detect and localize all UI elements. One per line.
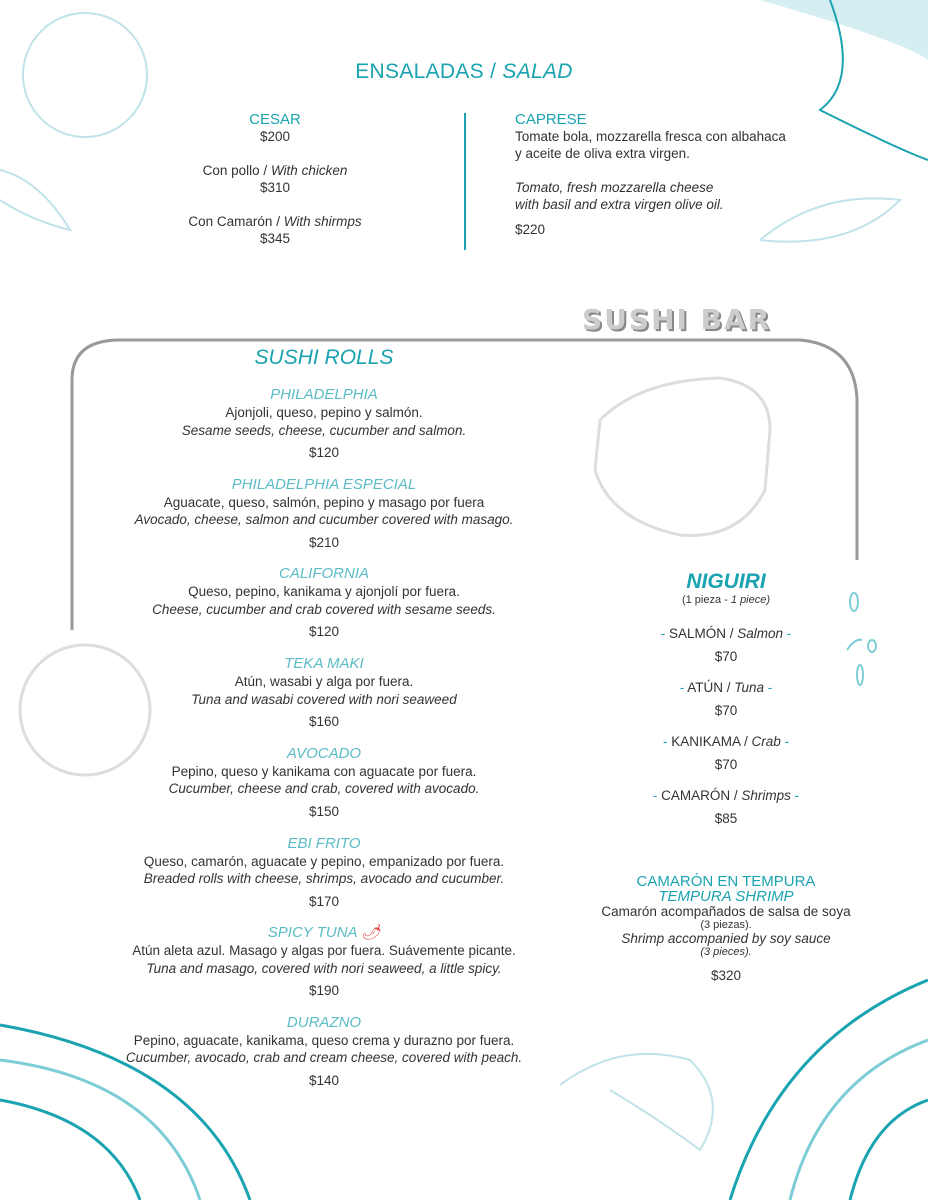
niguiri-name: ATÚN / <box>687 680 735 695</box>
chili-pepper-icon: 🌶 <box>356 924 381 942</box>
roll-desc-en: Cucumber, avocado, crab and cream cheese, covered with peach. <box>125 1050 523 1066</box>
niguiri-name: CAMARÓN / <box>661 788 742 803</box>
roll-desc-en: Cheese, cucumber and crab covered with sesame seeds. <box>152 601 496 617</box>
roll-item <box>94 475 554 550</box>
desc-en: Tomato, fresh mozzarella cheese <box>515 180 714 195</box>
niguiri-section <box>600 570 852 826</box>
roll-name: DURAZNO <box>286 1013 362 1031</box>
roll-price: $210 <box>308 534 340 550</box>
desc-es: Camarón acompañados de salsa de soya <box>601 904 851 919</box>
desc-en: with basil and extra virgen olive oil. <box>515 197 724 212</box>
shrimp-sketch-icon <box>560 1054 713 1150</box>
sushi-bar-title: SUSHI BAR <box>582 303 772 336</box>
desc-es: y aceite de oliva extra virgen. <box>515 146 690 161</box>
roll-item <box>94 1013 554 1088</box>
roll-price: $140 <box>308 1072 340 1088</box>
niguiri-item: - SALMÓN / Salmon - $70 <box>600 626 852 664</box>
sushi-rolls-title: SUSHI ROLLS <box>254 346 394 369</box>
title-es: ENSALADAS / <box>355 60 503 83</box>
roll-name: PHILADELPHIA <box>270 386 378 403</box>
roll-desc-es: Aguacate, queso, salmón, pepino y masago por fuera <box>163 494 485 510</box>
cesar-item <box>175 111 375 247</box>
niguiri-title: NIGUIRI <box>686 570 766 593</box>
roll-name: AVOCADO <box>286 744 362 762</box>
roll-price: $190 <box>308 983 340 999</box>
desc-es: (3 piezas). <box>700 919 752 931</box>
item-name: CAPRESE <box>515 111 587 128</box>
caprese-item <box>515 111 835 238</box>
roll-price: $160 <box>308 714 340 730</box>
niguiri-name-en: Salmon <box>737 626 784 641</box>
niguiri-item: - ATÚN / Tuna - $70 <box>600 680 852 718</box>
niguiri-price: $70 <box>714 649 738 664</box>
roll-name: SPICY TUNA <box>267 924 357 942</box>
desc-en: (3 pieces). <box>700 946 752 958</box>
basil-leaf-icon <box>0 170 70 230</box>
tempura-item <box>600 873 852 983</box>
roll-item <box>94 744 554 819</box>
niguiri-name-en: Crab <box>751 734 781 749</box>
item-name: CAMARÓN EN TEMPURA <box>636 873 816 890</box>
sushi-roll-sketch-icon <box>595 378 770 535</box>
niguiri-item: - KANIKAMA / Crab - $70 <box>600 734 852 772</box>
niguiri-name-en: Shrimps <box>741 788 791 803</box>
niguiri-name: KANIKAMA / <box>671 734 752 749</box>
roll-item <box>94 654 554 729</box>
roll-item <box>94 923 554 998</box>
desc-en: Shrimp accompanied by soy sauce <box>621 931 831 946</box>
niguiri-name: SALMÓN / <box>668 626 738 641</box>
option-es: Con Camarón / <box>188 214 284 229</box>
option-es: Con pollo / <box>202 163 271 178</box>
niguiri-price: $70 <box>714 703 738 718</box>
option-en: With shirmps <box>283 214 362 229</box>
roll-item <box>94 834 554 909</box>
roll-name: PHILADELPHIA ESPECIAL <box>231 475 417 493</box>
roll-desc-es: Pepino, queso y kanikama con aguacate por fuera. <box>171 763 477 779</box>
roll-item <box>94 385 554 460</box>
roll-desc-en: Tuna and wasabi covered with nori seaweed <box>191 691 457 707</box>
roll-name: TEKA MAKI <box>284 655 364 673</box>
roll-desc-es: Pepino, aguacate, kanikama, queso crema y durazno por fuera. <box>133 1032 515 1048</box>
niguiri-sub: (1 pieza - <box>681 594 731 606</box>
title-en: SALAD <box>502 60 573 83</box>
roll-desc-en: Avocado, cheese, salmon and cucumber covered with masago. <box>134 512 514 528</box>
option-en: With chicken <box>270 163 348 178</box>
niguiri-sub-en: 1 piece) <box>730 594 771 606</box>
roll-price: $170 <box>308 893 340 909</box>
roll-desc-es: Ajonjoli, queso, pepino y salmón. <box>225 405 423 420</box>
salad-section-title <box>0 60 928 84</box>
item-name: CESAR <box>249 111 301 128</box>
item-price: $200 <box>259 129 291 144</box>
desc-es: Tomate bola, mozzarella fresca con albahaca <box>515 129 786 144</box>
roll-desc-en: Tuna and masago, covered with nori seaweed, a little spicy. <box>146 960 502 976</box>
roll-desc-es: Queso, pepino, kanikama y ajonjolí por fuera. <box>188 584 460 600</box>
roll-desc-en: Breaded rolls with cheese, shrimps, avocado and cucumber. <box>143 871 505 886</box>
item-name-en: TEMPURA SHRIMP <box>658 888 794 905</box>
option-price: $310 <box>259 180 291 195</box>
niguiri-name-en: Tuna <box>734 680 765 695</box>
roll-desc-en: Cucumber, cheese and crab, covered with avocado. <box>168 781 480 797</box>
roll-desc-es: Atún, wasabi y alga por fuera. <box>234 674 414 690</box>
item-price: $220 <box>515 222 546 237</box>
niguiri-price: $70 <box>714 757 738 772</box>
roll-desc-es: Queso, camarón, aguacate y pepino, empanizado por fuera. <box>143 853 505 869</box>
roll-price: $150 <box>308 803 340 819</box>
niguiri-item: - CAMARÓN / Shrimps - $85 <box>600 788 852 826</box>
roll-item <box>94 564 554 639</box>
roll-desc-es: Atún aleta azul. Masago y algas por fuera. Suávemente picante. <box>132 943 516 959</box>
roll-price: $120 <box>308 445 340 460</box>
roll-price: $120 <box>308 624 340 640</box>
item-price: $320 <box>710 968 742 983</box>
niguiri-price: $85 <box>714 811 738 826</box>
roll-name: CALIFORNIA <box>278 565 369 583</box>
roll-desc-en: Sesame seeds, cheese, cucumber and salmon. <box>181 422 467 438</box>
roll-name: EBI FRITO <box>287 834 361 852</box>
option-price: $345 <box>259 231 291 246</box>
